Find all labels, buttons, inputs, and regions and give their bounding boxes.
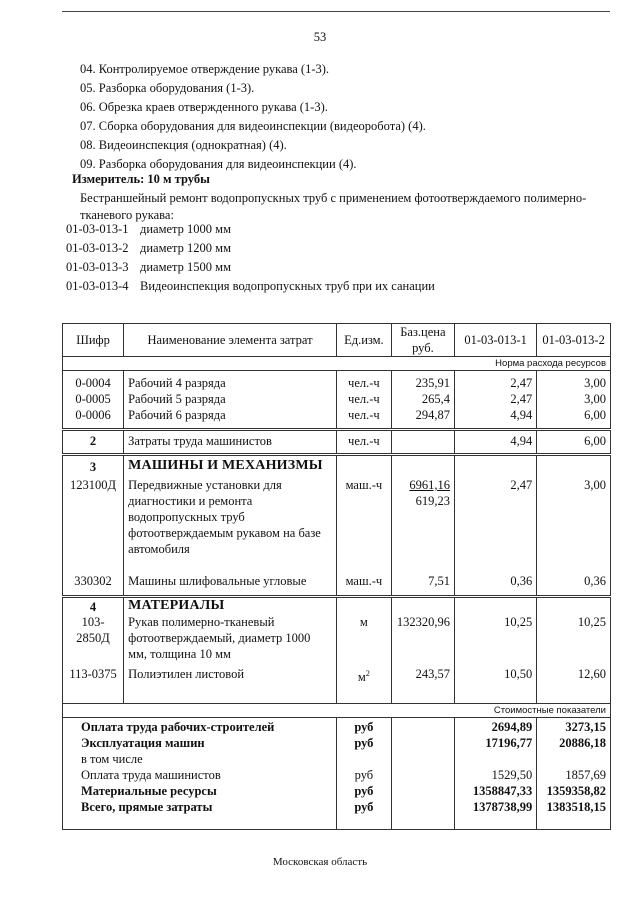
row-price: 294,87 xyxy=(391,407,454,430)
section-code: 3 xyxy=(63,455,124,476)
row-value-2: 3,00 xyxy=(537,475,611,573)
row-value-2: 10,25 xyxy=(537,614,611,666)
row-code: 113-0375 xyxy=(63,666,124,704)
row-code: 103-2850Д xyxy=(63,614,124,666)
code-number: 01-03-013-2 xyxy=(66,241,129,255)
code-text: диаметр 1200 мм xyxy=(140,241,231,255)
cost-row xyxy=(63,783,611,799)
resource-norms-table xyxy=(62,323,611,830)
work-description: Бестраншейный ремонт водопропускных труб с применением фотоотверждаемого полимерно-тканевого рукава: xyxy=(80,191,587,222)
row-price xyxy=(391,430,454,455)
cost-name: Оплата труда машинистов xyxy=(63,767,337,783)
cost-value-2: 20886,18 xyxy=(537,735,611,751)
cost-value-1: 1529,50 xyxy=(455,767,537,783)
row-code: 2 xyxy=(63,430,124,455)
cost-value-2 xyxy=(537,751,611,767)
table-row xyxy=(63,371,611,392)
row-code: 0-0006 xyxy=(63,407,124,430)
table-row xyxy=(63,475,611,573)
row-price: 7,51 xyxy=(391,573,454,597)
row-code: 0-0004 xyxy=(63,371,124,392)
row-value-2: 3,00 xyxy=(537,391,611,407)
cost-header: Стоимостные показатели xyxy=(63,704,611,718)
work-step: 06. Обрезка краев отвержденного рукава (1-3). xyxy=(80,100,328,114)
row-name: Рукав полимерно-тканевый фотоотверждаемый, диаметр 1000 мм, толщина 10 мм xyxy=(124,614,337,666)
code-list-item xyxy=(66,220,435,239)
table-row xyxy=(63,407,611,430)
cost-value-1 xyxy=(455,751,537,767)
table-row xyxy=(63,573,611,597)
code-text: диаметр 1000 мм xyxy=(140,222,231,236)
cost-name: Эксплуатация машин xyxy=(63,735,337,751)
row-unit xyxy=(336,666,391,704)
cost-unit xyxy=(336,751,391,767)
row-value-1: 4,94 xyxy=(455,430,537,455)
row-value-1: 2,47 xyxy=(455,391,537,407)
cost-name: в том числе xyxy=(63,751,337,767)
work-step: 09. Разборка оборудования для видеоинспекции (4). xyxy=(80,157,357,171)
row-name: Машины шлифовальные угловые xyxy=(124,573,337,597)
row-unit: чел.-ч xyxy=(336,391,391,407)
code-number: 01-03-013-3 xyxy=(66,260,129,274)
price-primary: 6961,16 xyxy=(409,478,450,492)
cost-value-2: 1383518,15 xyxy=(537,799,611,830)
row-value-1: 2,47 xyxy=(455,371,537,392)
row-value-2: 0,36 xyxy=(537,573,611,597)
work-step: 05. Разборка оборудования (1-3). xyxy=(80,81,255,95)
machines-section-row xyxy=(63,455,611,476)
measure-label: Измеритель: 10 м трубы xyxy=(72,172,210,186)
cost-value-2: 3273,15 xyxy=(537,718,611,736)
row-value-1: 10,50 xyxy=(455,666,537,704)
row-unit: м xyxy=(336,614,391,666)
row-name: Затраты труда машинистов xyxy=(124,430,337,455)
code-list-item xyxy=(66,239,435,258)
table-header-row xyxy=(63,324,611,357)
row-value-1: 2,47 xyxy=(455,475,537,573)
code-number: 01-03-013-1 xyxy=(66,222,129,236)
cost-value-1: 2694,89 xyxy=(455,718,537,736)
materials-section-row xyxy=(63,597,611,615)
row-price: 235,91 xyxy=(391,371,454,392)
row-value-2: 3,00 xyxy=(537,371,611,392)
row-unit: чел.-ч xyxy=(336,430,391,455)
row-name: Передвижные установки для диагностики и ремонта водопропускных труб фотоотверждаемым рукавом на базе автомобиля xyxy=(124,475,337,573)
table-row xyxy=(63,391,611,407)
code-list-item xyxy=(66,258,435,277)
row-value-2: 6,00 xyxy=(537,407,611,430)
header-price: Баз.цена руб. xyxy=(391,324,454,357)
cost-name: Материальные ресурсы xyxy=(63,783,337,799)
section-title: МАТЕРИАЛЫ xyxy=(124,597,337,615)
cost-row xyxy=(63,799,611,830)
cost-row xyxy=(63,751,611,767)
cost-value-1: 17196,77 xyxy=(455,735,537,751)
row-name: Рабочий 5 разряда xyxy=(124,391,337,407)
cost-row xyxy=(63,718,611,736)
norm-header-row xyxy=(63,357,611,371)
work-steps-list xyxy=(80,60,426,174)
row-code: 330302 xyxy=(63,573,124,597)
row-price: 132320,96 xyxy=(391,614,454,666)
header-name: Наименование элемента затрат xyxy=(124,324,337,357)
work-step: 04. Контролируемое отверждение рукава (1-3). xyxy=(80,62,330,76)
price-secondary: 619,23 xyxy=(415,494,450,508)
top-rule xyxy=(62,11,610,12)
row-name: Полиэтилен листовой xyxy=(124,666,337,704)
row-price: 265,4 xyxy=(391,391,454,407)
header-col1: 01-03-013-1 xyxy=(455,324,537,357)
row-name: Рабочий 4 разряда xyxy=(124,371,337,392)
cost-unit: руб xyxy=(336,735,391,751)
row-unit: маш.-ч xyxy=(336,475,391,573)
cost-header-row xyxy=(63,704,611,718)
cost-row xyxy=(63,767,611,783)
row-unit: чел.-ч xyxy=(336,407,391,430)
header-unit: Ед.изм. xyxy=(336,324,391,357)
row-unit: чел.-ч xyxy=(336,371,391,392)
cost-name: Оплата труда рабочих-строителей xyxy=(63,718,337,736)
row-unit: маш.-ч xyxy=(336,573,391,597)
section-title: МАШИНЫ И МЕХАНИЗМЫ xyxy=(124,455,337,476)
table-row xyxy=(63,614,611,666)
page-number: 53 xyxy=(313,30,327,44)
header-col2: 01-03-013-2 xyxy=(537,324,611,357)
row-name: Рабочий 6 разряда xyxy=(124,407,337,430)
row-price xyxy=(391,475,454,573)
cost-unit: руб xyxy=(336,783,391,799)
code-list-item xyxy=(66,277,435,296)
cost-value-2: 1857,69 xyxy=(537,767,611,783)
footer-region: Московская область xyxy=(272,856,368,868)
operators-row xyxy=(63,430,611,455)
row-value-1: 4,94 xyxy=(455,407,537,430)
table-row xyxy=(63,666,611,704)
unit-text: м xyxy=(357,670,366,685)
cost-unit: руб xyxy=(336,767,391,783)
row-price: 243,57 xyxy=(391,666,454,704)
row-value-2: 12,60 xyxy=(537,666,611,704)
row-value-2: 6,00 xyxy=(537,430,611,455)
cost-value-1: 1358847,33 xyxy=(455,783,537,799)
cost-value-2: 1359358,82 xyxy=(537,783,611,799)
row-code: 123100Д xyxy=(63,475,124,573)
row-value-1: 10,25 xyxy=(455,614,537,666)
unit-superscript: 2 xyxy=(365,669,370,678)
cost-name: Всего, прямые затраты xyxy=(63,799,337,830)
cost-value-1: 1378738,99 xyxy=(455,799,537,830)
norm-header: Норма расхода ресурсов xyxy=(63,357,611,371)
section-code: 4 xyxy=(63,597,124,615)
code-list xyxy=(66,220,435,296)
row-value-1: 0,36 xyxy=(455,573,537,597)
cost-unit: руб xyxy=(336,718,391,736)
code-number: 01-03-013-4 xyxy=(66,279,129,293)
work-step: 08. Видеоинспекция (однократная) (4). xyxy=(80,138,287,152)
cost-row xyxy=(63,735,611,751)
cost-unit: руб xyxy=(336,799,391,830)
row-code: 0-0005 xyxy=(63,391,124,407)
code-text: Видеоинспекция водопропускных труб при их санации xyxy=(140,279,435,293)
work-step: 07. Сборка оборудования для видеоинспекции (видеоробота) (4). xyxy=(80,119,426,133)
header-code: Шифр xyxy=(63,324,124,357)
code-text: диаметр 1500 мм xyxy=(140,260,231,274)
